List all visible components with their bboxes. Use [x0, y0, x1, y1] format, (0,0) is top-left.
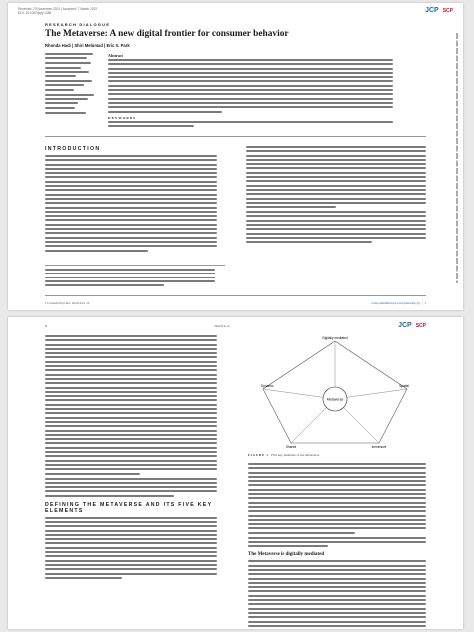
section-heading: DEFINING THE METAVERSE AND ITS FIVE KEY ELEMENTS — [45, 501, 213, 514]
figure-node-label: Dynamic — [261, 384, 274, 388]
figure-node-label: Immersive — [371, 445, 387, 449]
footnote-divider — [45, 265, 225, 266]
received-accepted-dates: Received: 23 November 2021 | Accepted: 7 March 2022 — [18, 7, 98, 11]
abstract-block — [108, 53, 393, 129]
right-column-text — [246, 146, 426, 246]
jcp-logo: JCP — [425, 7, 439, 14]
keywords-heading: KEYWORDS — [108, 115, 137, 120]
section-heading: INTRODUCTION — [45, 146, 101, 152]
keywords-block — [108, 116, 393, 127]
journal-logos — [398, 322, 426, 329]
page-number: 1 — [424, 301, 426, 305]
page-two — [8, 317, 463, 629]
journal-logos — [425, 7, 453, 14]
running-head: HADI et al. — [214, 323, 231, 328]
figure-node-label: Digitally mediated — [322, 336, 348, 340]
page-one — [8, 3, 463, 310]
page-two-header — [45, 322, 426, 329]
scp-logo: SCP — [442, 7, 453, 14]
article-authors[interactable]: Rhonda Hadi | Shiri Melumad | Eric S. Park — [45, 43, 130, 48]
doi-line: DOI: 10.1002/jcpy.1356 — [18, 11, 52, 15]
jcp-logo: JCP — [398, 322, 412, 329]
page-number: 2 — [45, 323, 47, 328]
footnotes — [45, 269, 215, 288]
page-footer: J Consum Psychol. 2024;34:1–8. wileyonlinelibrary.com/journal/jcpy | 1 — [45, 301, 426, 305]
figure-caption — [248, 453, 423, 457]
subsection-heading: The Metaverse is digitally mediated — [248, 552, 325, 558]
citation-footer: J Consum Psychol. 2024;34:1–8. — [45, 301, 90, 305]
footer-divider — [45, 295, 426, 296]
author-affiliations — [45, 53, 97, 116]
right-column-text — [248, 463, 426, 629]
five-elements-figure — [253, 335, 418, 450]
figure-node-label: Shared — [285, 445, 297, 449]
divider-line — [45, 136, 426, 137]
figure-node-label: Spatial — [399, 384, 409, 388]
figure-caption-text: Five key elements of the Metaverse — [271, 453, 320, 457]
abstract-heading: Abstract — [108, 53, 123, 58]
journal-header-info — [18, 7, 97, 15]
metaverse-center-label: Metaverse — [326, 397, 344, 402]
scp-logo: SCP — [415, 322, 426, 329]
journal-link[interactable]: wileyonlinelibrary.com/journal/jcpy — [371, 301, 421, 305]
intro-column — [45, 146, 217, 254]
journal-header — [18, 7, 453, 17]
article-section-label: RESEARCH DIALOGUE — [45, 22, 111, 27]
article-title: The Metaverse: A new digital frontier for consumer behavior — [45, 29, 289, 39]
side-download-note — [453, 3, 461, 310]
left-column-text — [45, 335, 217, 581]
figure-label: FIGURE 1 — [248, 453, 269, 457]
